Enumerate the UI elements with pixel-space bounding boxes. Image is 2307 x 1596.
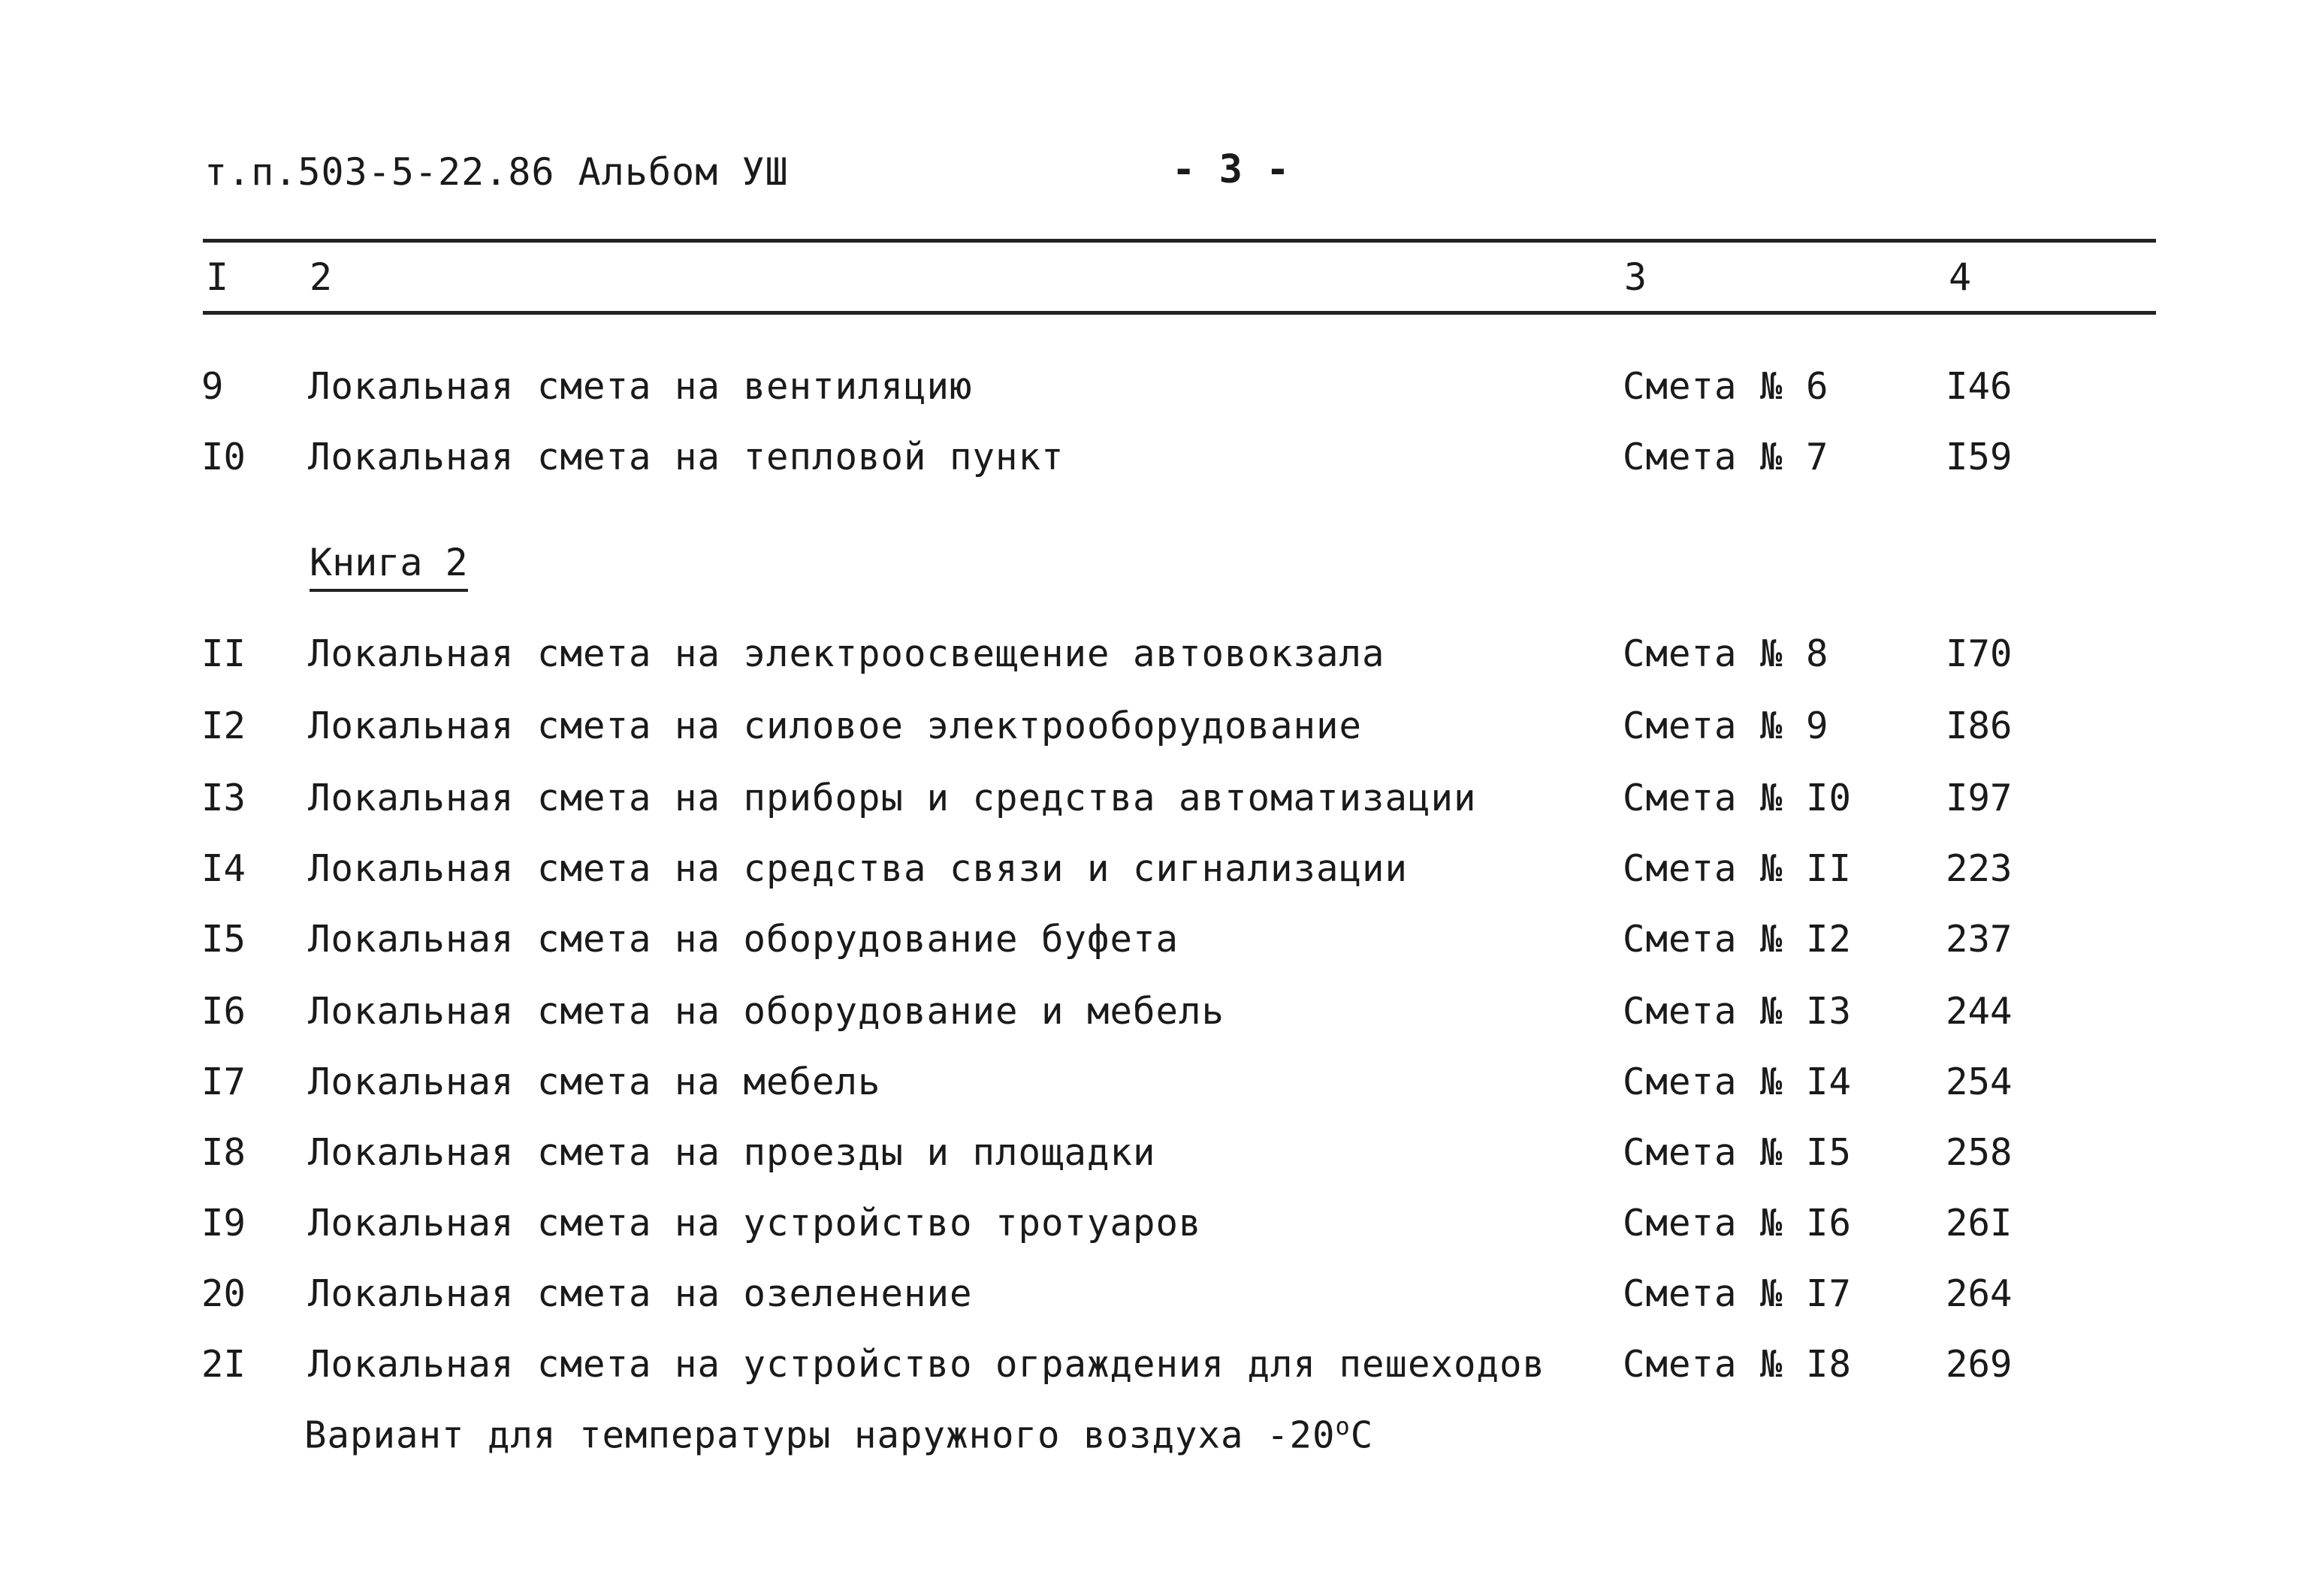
row-description: Локальная смета на озеленение	[308, 1272, 973, 1315]
row-number: I4	[201, 847, 246, 890]
row-page: I70	[1946, 632, 2013, 675]
row-number: I0	[201, 436, 246, 478]
row-description: Локальная смета на приборы и средства автоматизации	[308, 777, 1477, 819]
row-estimate-ref: Смета № I4	[1623, 1060, 1853, 1103]
document-title: т.п.503-5-22.86 Альбом УШ	[204, 150, 789, 194]
row-description: Локальная смета на тепловой пункт	[308, 436, 1064, 478]
row-estimate-ref: Смета № 9	[1623, 704, 1829, 747]
row-estimate-ref: Смета № 7	[1623, 436, 1829, 478]
table-top-rule	[203, 239, 2156, 243]
row-page: 269	[1946, 1343, 2013, 1386]
row-description: Локальная смета на средства связи и сигнализации	[308, 847, 1409, 890]
row-description: Локальная смета на проезды и площадки	[308, 1131, 1156, 1174]
table-row	[0, 847, 2307, 900]
row-description: Локальная смета на электроосвещение автовокзала	[308, 632, 1385, 675]
row-number: 9	[201, 365, 224, 408]
row-page: I97	[1946, 777, 2013, 819]
table-header-rule	[203, 311, 2156, 315]
row-number: I3	[201, 777, 246, 819]
row-page: 254	[1946, 1060, 2013, 1103]
row-estimate-ref: Смета № II	[1623, 847, 1853, 890]
row-estimate-ref: Смета № I6	[1623, 1202, 1853, 1245]
table-row	[0, 1202, 2307, 1254]
row-description: Локальная смета на вентиляцию	[308, 365, 973, 408]
table-row	[0, 704, 2307, 757]
row-estimate-ref: Смета № I8	[1623, 1343, 1853, 1386]
row-estimate-ref: Смета № 6	[1623, 365, 1829, 408]
footnote-variant	[304, 1412, 1373, 1456]
table-row	[0, 1343, 2307, 1395]
column-header-1: I	[206, 255, 229, 299]
row-number: I5	[201, 918, 246, 961]
book-heading: Книга 2	[310, 541, 468, 592]
row-estimate-ref: Смета № I3	[1623, 990, 1853, 1033]
row-page: 258	[1946, 1131, 2013, 1174]
column-header-3: 3	[1624, 255, 1647, 299]
row-estimate-ref: Смета № I2	[1623, 918, 1853, 961]
table-row	[0, 436, 2307, 488]
row-estimate-ref: Смета № I7	[1623, 1272, 1853, 1315]
footnote-unit: С	[1350, 1413, 1374, 1457]
row-description: Локальная смета на оборудование и мебель	[308, 990, 1225, 1033]
row-number: 20	[201, 1272, 246, 1315]
row-description: Локальная смета на оборудование буфета	[308, 918, 1179, 961]
table-row	[0, 1060, 2307, 1113]
row-number: I9	[201, 1202, 246, 1245]
row-number: I8	[201, 1131, 246, 1174]
row-number: II	[201, 632, 246, 675]
table-row	[0, 990, 2307, 1042]
row-page: 244	[1946, 990, 2013, 1033]
row-page: I46	[1946, 365, 2013, 408]
row-estimate-ref: Смета № I5	[1623, 1131, 1853, 1174]
table-row	[0, 777, 2307, 829]
row-description: Локальная смета на устройство ограждения для пешеходов	[308, 1343, 1546, 1386]
column-header-2: 2	[310, 255, 333, 299]
row-page: 26I	[1946, 1202, 2013, 1245]
table-row	[0, 632, 2307, 685]
row-page: 237	[1946, 918, 2013, 961]
row-estimate-ref: Смета № I0	[1623, 777, 1853, 819]
row-number: I6	[201, 990, 246, 1033]
column-header-4: 4	[1949, 255, 1972, 299]
row-description: Локальная смета на устройство тротуаров	[308, 1202, 1202, 1245]
row-page: 264	[1946, 1272, 2013, 1315]
row-page: I59	[1946, 436, 2013, 478]
row-estimate-ref: Смета № 8	[1623, 632, 1829, 675]
row-number: I7	[201, 1060, 246, 1103]
table-row	[0, 918, 2307, 970]
page-number: - 3 -	[1172, 147, 1290, 192]
row-number: I2	[201, 704, 246, 747]
degree-mark: о	[1335, 1412, 1351, 1441]
row-description: Локальная смета на силовое электрооборудование	[308, 704, 1363, 747]
footnote-text: Вариант для температуры наружного воздуха -20	[304, 1413, 1336, 1457]
row-description: Локальная смета на мебель	[308, 1060, 881, 1103]
table-row	[0, 1272, 2307, 1325]
table-row	[0, 1131, 2307, 1184]
row-page: 223	[1946, 847, 2013, 890]
row-number: 2I	[201, 1343, 246, 1386]
row-page: I86	[1946, 704, 2013, 747]
table-row	[0, 365, 2307, 418]
